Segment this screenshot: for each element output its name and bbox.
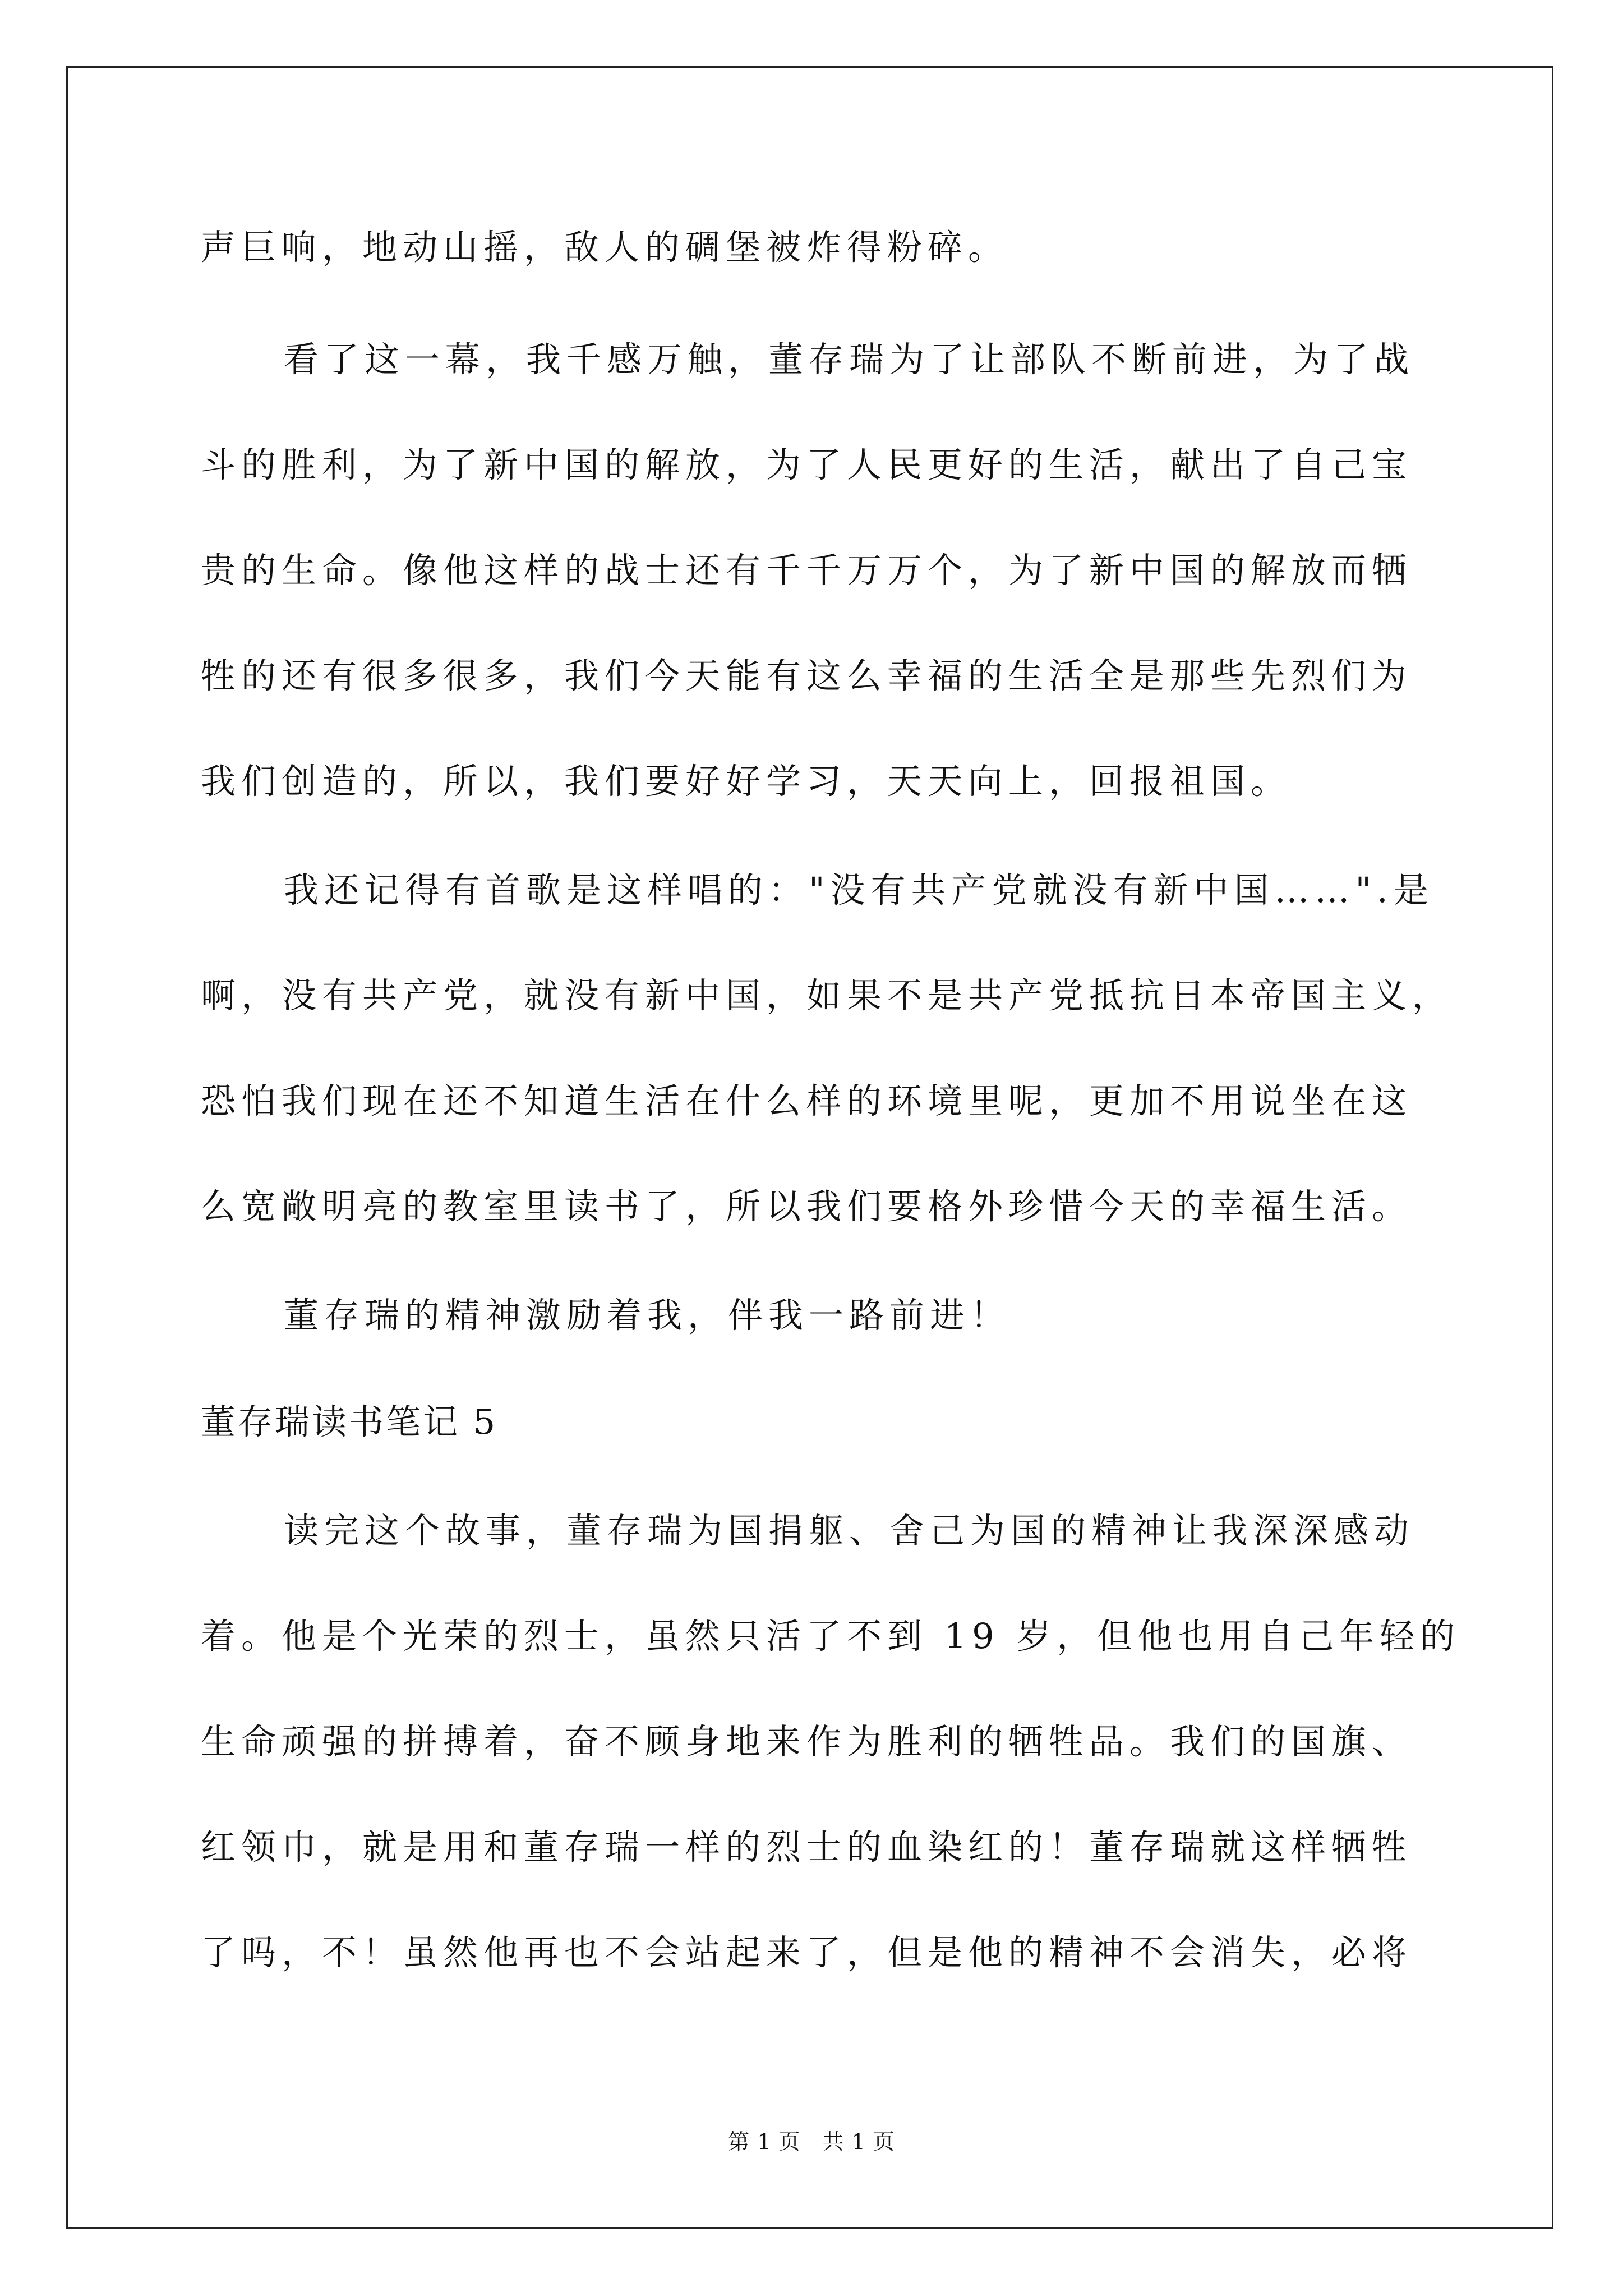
text-line: 了吗，不！虽然他再也不会站起来了，但是他的精神不会消失，必将 <box>201 1932 1413 1973</box>
text-line: 牲的还有很多很多，我们今天能有这么幸福的生活全是那些先烈们为 <box>201 655 1413 696</box>
paragraph-line: 我还记得有首歌是这样唱的："没有共产党就没有新中国……".是 <box>284 869 1434 910</box>
page-border <box>66 66 1553 2229</box>
text-line: 么宽敞明亮的教室里读书了，所以我们要格外珍惜今天的幸福生活。 <box>201 1186 1413 1227</box>
paragraph-line: 看了这一幕，我千感万触，董存瑞为了让部队不断前进，为了战 <box>284 339 1415 380</box>
text-line: 斗的胜利，为了新中国的解放，为了人民更好的生活，献出了自己宝 <box>201 444 1413 485</box>
section-heading: 董存瑞读书笔记 5 <box>201 1401 498 1442</box>
paragraph-line: 读完这个故事，董存瑞为国捐躯、舍己为国的精神让我深深感动 <box>284 1510 1415 1551</box>
text-line: 我们创造的，所以，我们要好好学习，天天向上，回报祖国。 <box>201 761 1292 802</box>
page-footer: 第 1 页 共 1 页 <box>728 2129 895 2154</box>
text-line: 恐怕我们现在还不知道生活在什么样的环境里呢，更加不用说坐在这 <box>201 1080 1413 1121</box>
text-line: 生命顽强的拼搏着，奋不顾身地来作为胜利的牺牲品。我们的国旗、 <box>201 1721 1413 1762</box>
paragraph-line: 董存瑞的精神激励着我，伴我一路前进！ <box>284 1295 1011 1336</box>
text-line: 红领巾，就是用和董存瑞一样的烈士的血染红的！董存瑞就这样牺牲 <box>201 1826 1413 1867</box>
text-line: 着。他是个光荣的烈士，虽然只活了不到 19 岁，但他也用自己年轻的 <box>201 1616 1461 1657</box>
text-line: 声巨响，地动山摇，敌人的碉堡被炸得粉碎。 <box>201 227 1009 268</box>
text-line: 啊，没有共产党，就没有新中国，如果不是共产党抵抗日本帝国主义， <box>201 975 1453 1016</box>
text-line: 贵的生命。像他这样的战士还有千千万万个，为了新中国的解放而牺 <box>201 550 1413 591</box>
